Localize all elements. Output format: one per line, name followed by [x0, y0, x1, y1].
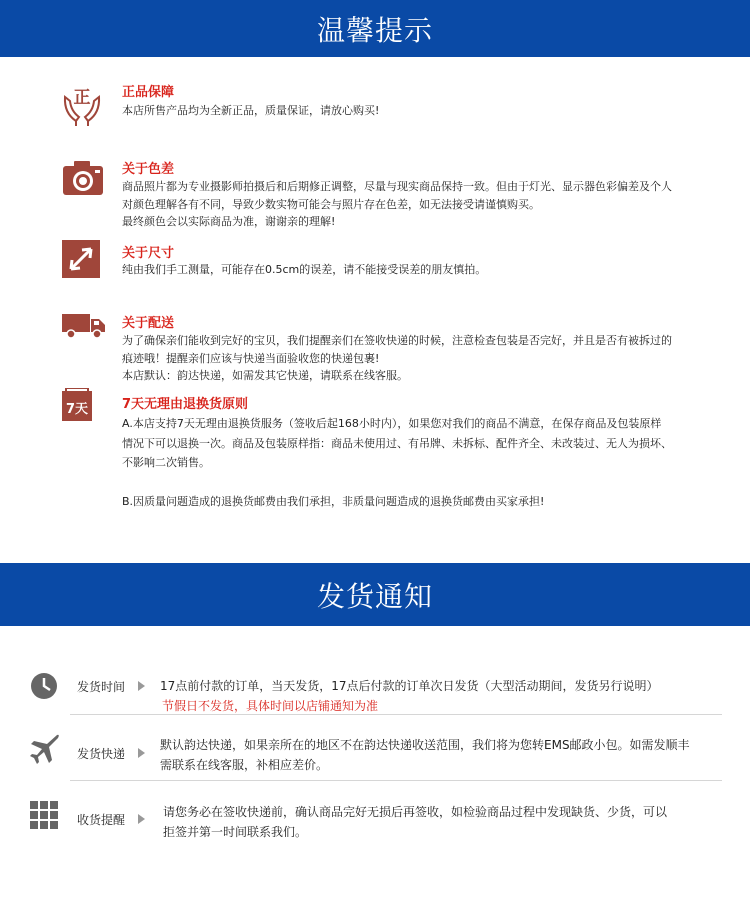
divider — [70, 780, 722, 781]
shipping-label: 收货提醒 — [77, 813, 126, 827]
clock-icon — [30, 672, 58, 704]
notice-title: 关于配送 — [122, 316, 175, 331]
shipping-banner-title: 发货通知 — [316, 579, 433, 613]
notice-body: A.本店支持7天无理由退换货服务（签收后起168小时内），如果您对我们的商品不满意，在保存商品及包装原样 情况下可以退换一次。商品及包装原样指：商品未使用过、有吊牌、未拆标、配件齐全、未改装过、无人为损坏、 不影响二次销售。 B.因质量问题造成的退换货邮费由我们承担，非质量问题造成的退换货邮费由买家承担! — [122, 417, 672, 508]
seven-day-label: 7天 — [65, 402, 89, 417]
notice-title: 7天无理由退换货原则 — [122, 397, 249, 412]
chevron-right-icon — [138, 681, 145, 691]
chevron-right-icon — [138, 748, 145, 758]
shipping-banner — [0, 563, 750, 626]
shipping-body: 默认韵达快递，如果亲所在的地区不在韵达快递收送范围，我们将为您转EMS邮政小包。如需发顺丰 需联系在线客服，补相应差价。 — [160, 738, 690, 772]
shipping-label: 发货时间 — [77, 680, 126, 694]
notice-title: 关于尺寸 — [122, 246, 175, 261]
notice-body: 纯由我们手工测量，可能存在0.5cm的误差，请不能接受误差的朋友慎拍。 — [122, 263, 487, 276]
camera-icon — [62, 160, 104, 200]
tips-banner — [0, 0, 750, 57]
genuine-guarantee-icon — [62, 83, 102, 131]
divider — [70, 714, 722, 715]
size-arrow-icon — [62, 240, 100, 282]
chevron-right-icon — [138, 814, 145, 824]
notice-body: 商品照片都为专业摄影师拍摄后和后期修正调整，尽量与现实商品保持一致。但由于灯光、显示器色彩偏差及个人 对颜色理解各有不同，导致少数实物可能会与照片存在色差，如无法接受请谨慎购买。 最终颜色会以实际商品为准，谢谢亲的理解! — [122, 180, 672, 228]
notice-body: 为了确保亲们能收到完好的宝贝，我们提醒亲们在签收快递的时候，注意检查包装是否完好，并且是否有被拆过的 痕迹哦！提醒亲们应该与快递当面验收您的快递包裹! 本店默认：韵达快递，如需发其它快递，请联系在线客服。 — [122, 334, 672, 382]
tips-banner-title: 温馨提示 — [316, 13, 433, 47]
shipping-body: 17点前付款的订单，当天发货，17点后付款的订单次日发货（大型活动期间，发货另行说明） 节假日不发货，具体时间以店铺通知为准 — [160, 679, 659, 713]
notice-title: 关于色差 — [122, 162, 175, 177]
airplane-icon — [30, 733, 60, 769]
svg-text:正: 正 — [73, 88, 91, 108]
notice-body: 本店所售产品均为全新正品，质量保证，请放心购买! — [122, 104, 380, 117]
seven-day-return-icon — [62, 388, 94, 426]
shipping-body: 请您务必在签收快递前，确认商品完好无损后再签收，如检验商品过程中发现缺货、少货，可以 拒签并第一时间联系我们。 — [163, 805, 668, 839]
shipping-label: 发货快递 — [77, 747, 126, 761]
notice-title: 正品保障 — [122, 85, 175, 100]
delivery-truck-icon — [62, 312, 106, 344]
grid-icon — [30, 801, 58, 833]
